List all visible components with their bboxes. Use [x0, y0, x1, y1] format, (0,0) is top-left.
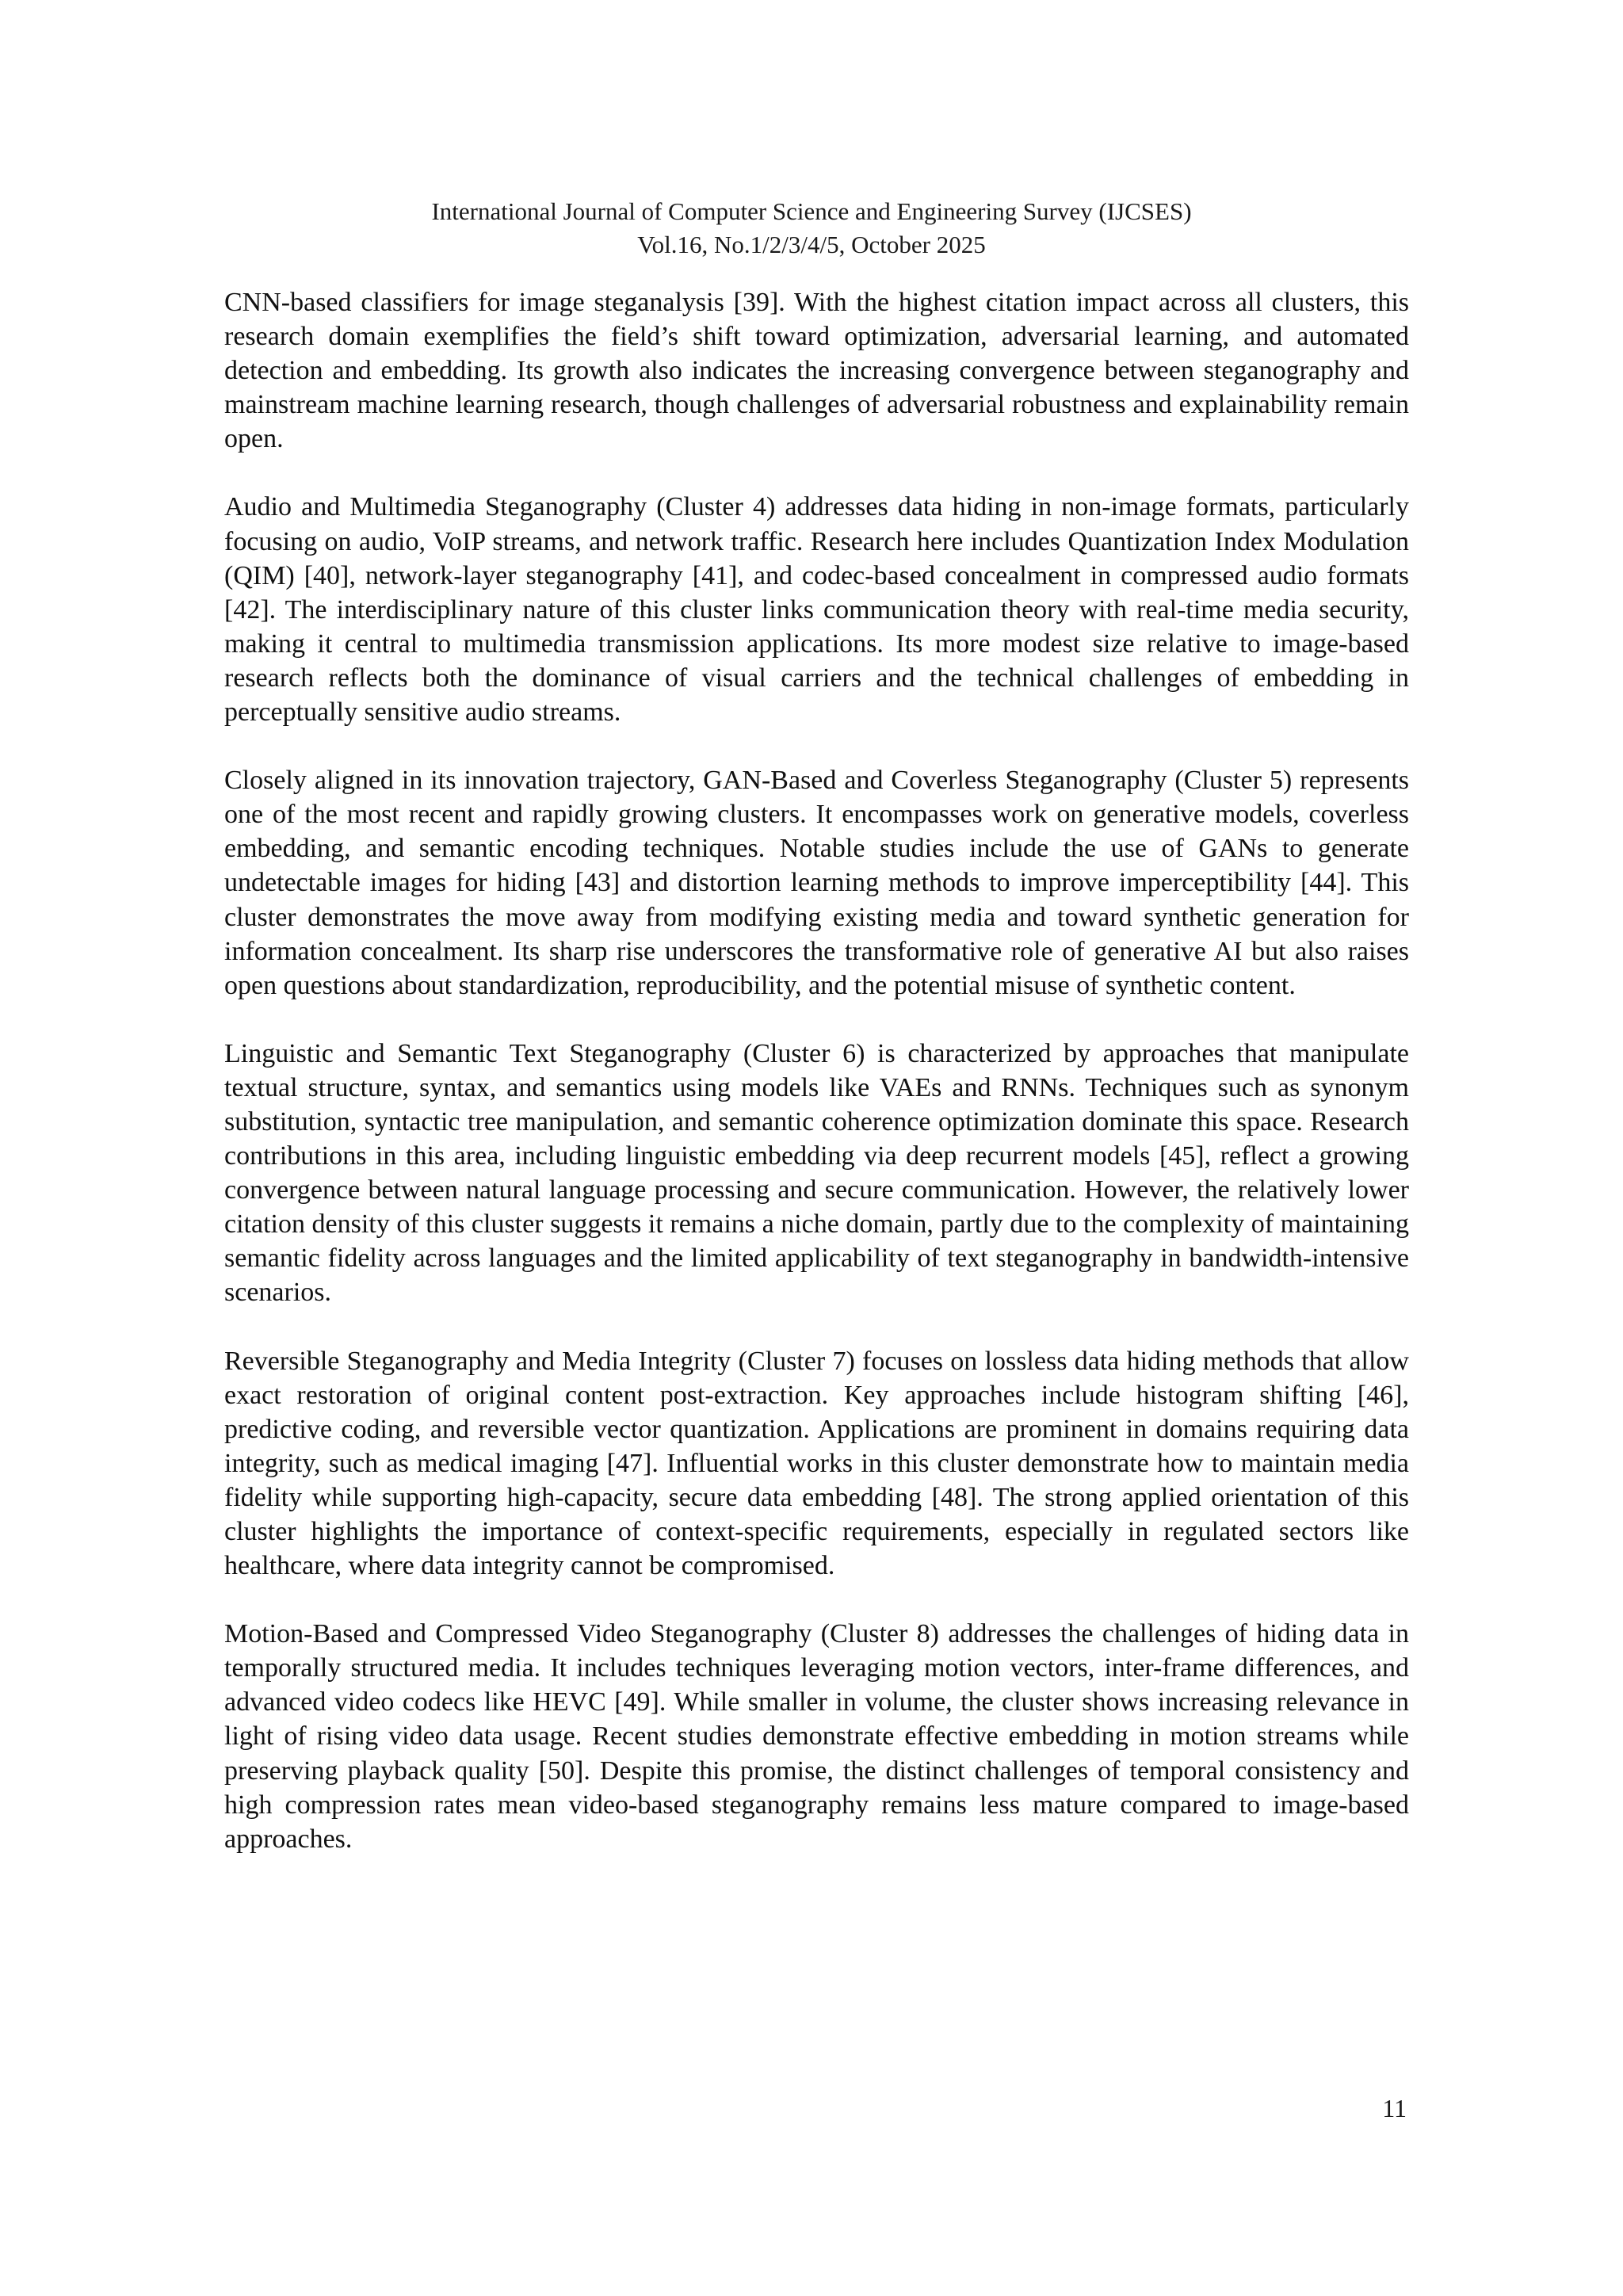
paragraph-reversible: Reversible Steganography and Media Integrity (Cluster 7) focuses on lossless data hiding methods that allow exact restoration of original content post-extraction. Key approaches include histogram shifting [46], predictive coding, and reversible vector quantization. Applications are prominent in domains requiring data integrity, such as medical imaging [47]. Influential works in this cluster demonstrate how to maintain media fidelity while supporting high-capacity, secure data embedding [48]. The strong applied orientation of this cluster highlights the importance of context-specific requirements, especially in regulated sectors like healthcare, where data integrity cannot be compromised.	[224, 1346, 1409, 1581]
paragraph-cnn-classifiers: CNN-based classifiers for image steganalysis [39]. With the highest citation impact across all clusters, this research domain exemplifies the field’s shift toward optimization, adversarial learning, and automated detection and embedding. Its growth also indicates the increasing convergence between steganography and mainstream machine learning research, though challenges of adversarial robustness and explainability remain open.	[224, 288, 1409, 454]
paragraph-audio-multimedia: Audio and Multimedia Steganography (Cluster 4) addresses data hiding in non-image formats, particularly focusing on audio, VoIP streams, and network traffic. Research here includes Quantization Index Modulation (QIM) [40], network-layer steganography [41], and codec-based concealment in compressed audio formats [42]. The interdisciplinary nature of this cluster links communication theory with real-time media security, making it central to multimedia transmission applications. Its more modest size relative to image-based research reflects both the dominance of visual carriers and the technical challenges of embedding in perceptually sensitive audio streams.	[224, 492, 1409, 728]
journal-issue: Vol.16, No.1/2/3/4/5, October 2025	[637, 231, 986, 258]
journal-title: International Journal of Computer Science and Engineering Survey (IJCSES)	[431, 197, 1192, 225]
paragraph-gan-coverless: Closely aligned in its innovation trajectory, GAN-Based and Coverless Steganography (Cluster 5) represents one of the most recent and rapidly growing clusters. It encompasses work on generative models, coverless embedding, and semantic encoding techniques. Notable studies include the use of GANs to generate undetectable images for hiding [43] and distortion learning methods to improve imperceptibility [44]. This cluster demonstrates the move away from modifying existing media and toward synthetic generation for information concealment. Its sharp rise underscores the transformative role of generative AI but also raises open questions about standardization, reproducibility, and the potential misuse of synthetic content.	[224, 766, 1409, 1000]
page-number: 11	[1382, 2094, 1407, 2122]
body-text	[224, 285, 1409, 1890]
paragraph-motion-video: Motion-Based and Compressed Video Steganography (Cluster 8) addresses the challenges of hiding data in temporally structured media. It includes techniques leveraging motion vectors, inter-frame differences, and advanced video codecs like HEVC [49]. While smaller in volume, the cluster shows increasing relevance in light of rising video data usage. Recent studies demonstrate effective embedding in motion streams while preserving playback quality [50]. Despite this promise, the distinct challenges of temporal consistency and high compression rates mean video-based steganography remains less mature compared to image-based approaches.	[224, 1619, 1409, 1854]
paragraph-linguistic-text: Linguistic and Semantic Text Steganography (Cluster 6) is characterized by approaches that manipulate textual structure, syntax, and semantics using models like VAEs and RNNs. Techniques such as synonym substitution, syntactic tree manipulation, and semantic coherence optimization dominate this space. Research contributions in this area, including linguistic embedding via deep recurrent models [45], reflect a growing convergence between natural language processing and secure communication. However, the relatively lower citation density of this cluster suggests it remains a niche domain, partly due to the complexity of maintaining semantic fidelity across languages and the limited applicability of text steganography in bandwidth-intensive scenarios.	[224, 1038, 1409, 1308]
